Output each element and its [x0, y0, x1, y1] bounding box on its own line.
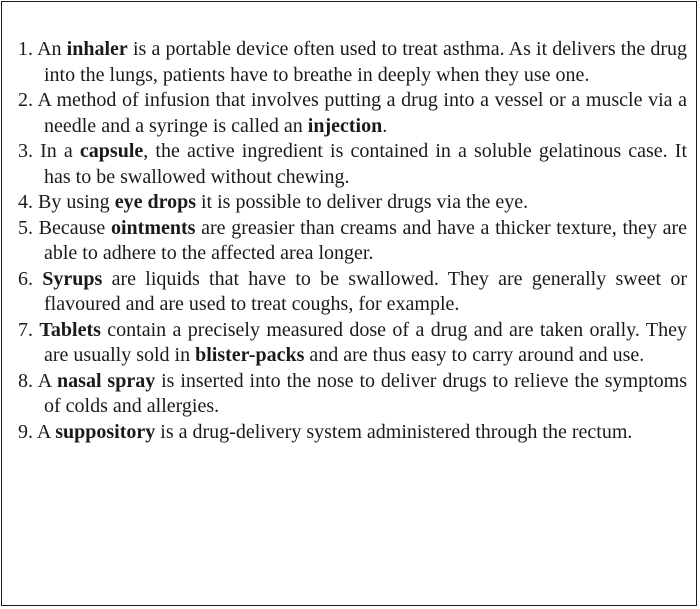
- text-box: [1, 1, 697, 606]
- item-text: An: [37, 38, 67, 60]
- term: eye drops: [114, 191, 196, 213]
- item-number: 7.: [18, 318, 33, 341]
- list-item: [18, 369, 687, 420]
- item-number: 4.: [18, 191, 33, 213]
- item-text: it is possible to deliver drugs via the eye.: [196, 191, 529, 213]
- item-text: , the active ingredient is contained in a soluble gelatinous case. It has to be swallowed without chewing.: [44, 140, 688, 188]
- item-text: In a: [40, 140, 80, 162]
- term: Tablets: [39, 318, 101, 341]
- item-text: contain a precisely measured dose of a drug and are taken orally. They are usually sold in: [44, 318, 688, 366]
- item-number: 6.: [18, 267, 33, 290]
- term: injection: [307, 114, 383, 137]
- item-text: Because: [38, 216, 111, 239]
- item-text: .: [382, 114, 388, 137]
- list-item: [18, 318, 687, 369]
- item-text: A: [36, 420, 56, 443]
- list-item: [18, 88, 687, 139]
- term: blister-packs: [195, 344, 305, 366]
- item-text: are greasier than creams and have a thicker texture, they are able to adhere to the affected area longer.: [44, 216, 687, 264]
- list-item: [18, 190, 687, 216]
- item-number: 8.: [18, 369, 33, 392]
- item-number: 1.: [18, 38, 33, 60]
- list-item: [18, 267, 687, 318]
- item-text: is inserted into the nose to deliver drugs to relieve the symptoms of colds and allergies.: [44, 369, 688, 417]
- item-text: is a portable device often used to treat asthma. As it delivers the drug into the lungs, patients have to breathe in deeply when they use one.: [44, 38, 688, 86]
- item-text: is a drug-delivery system administered through the rectum.: [155, 420, 633, 443]
- item-number: 3.: [18, 140, 33, 162]
- item-text: By using: [38, 191, 115, 213]
- term: suppository: [55, 420, 156, 443]
- term: Syrups: [42, 267, 103, 290]
- list-item: [18, 139, 687, 190]
- term: nasal spray: [57, 369, 156, 392]
- list-item: [18, 216, 687, 267]
- item-text: are liquids that have to be swallowed. They are generally sweet or flavoured and are used to treat coughs, for example.: [44, 267, 687, 315]
- term: capsule: [79, 140, 144, 162]
- item-number: 2.: [18, 89, 33, 111]
- item-text: A method of infusion that involves putting a drug into a vessel or a muscle via a needle and a syringe is called an: [37, 89, 687, 137]
- term: inhaler: [66, 38, 128, 60]
- item-number: 9.: [18, 420, 33, 443]
- drug-delivery-list: [18, 37, 687, 445]
- list-item: [18, 420, 687, 446]
- term: ointments: [110, 216, 196, 239]
- list-item: [18, 37, 687, 88]
- item-number: 5.: [18, 216, 33, 239]
- item-text: A: [37, 369, 58, 392]
- item-text: and are thus easy to carry around and use.: [304, 344, 645, 366]
